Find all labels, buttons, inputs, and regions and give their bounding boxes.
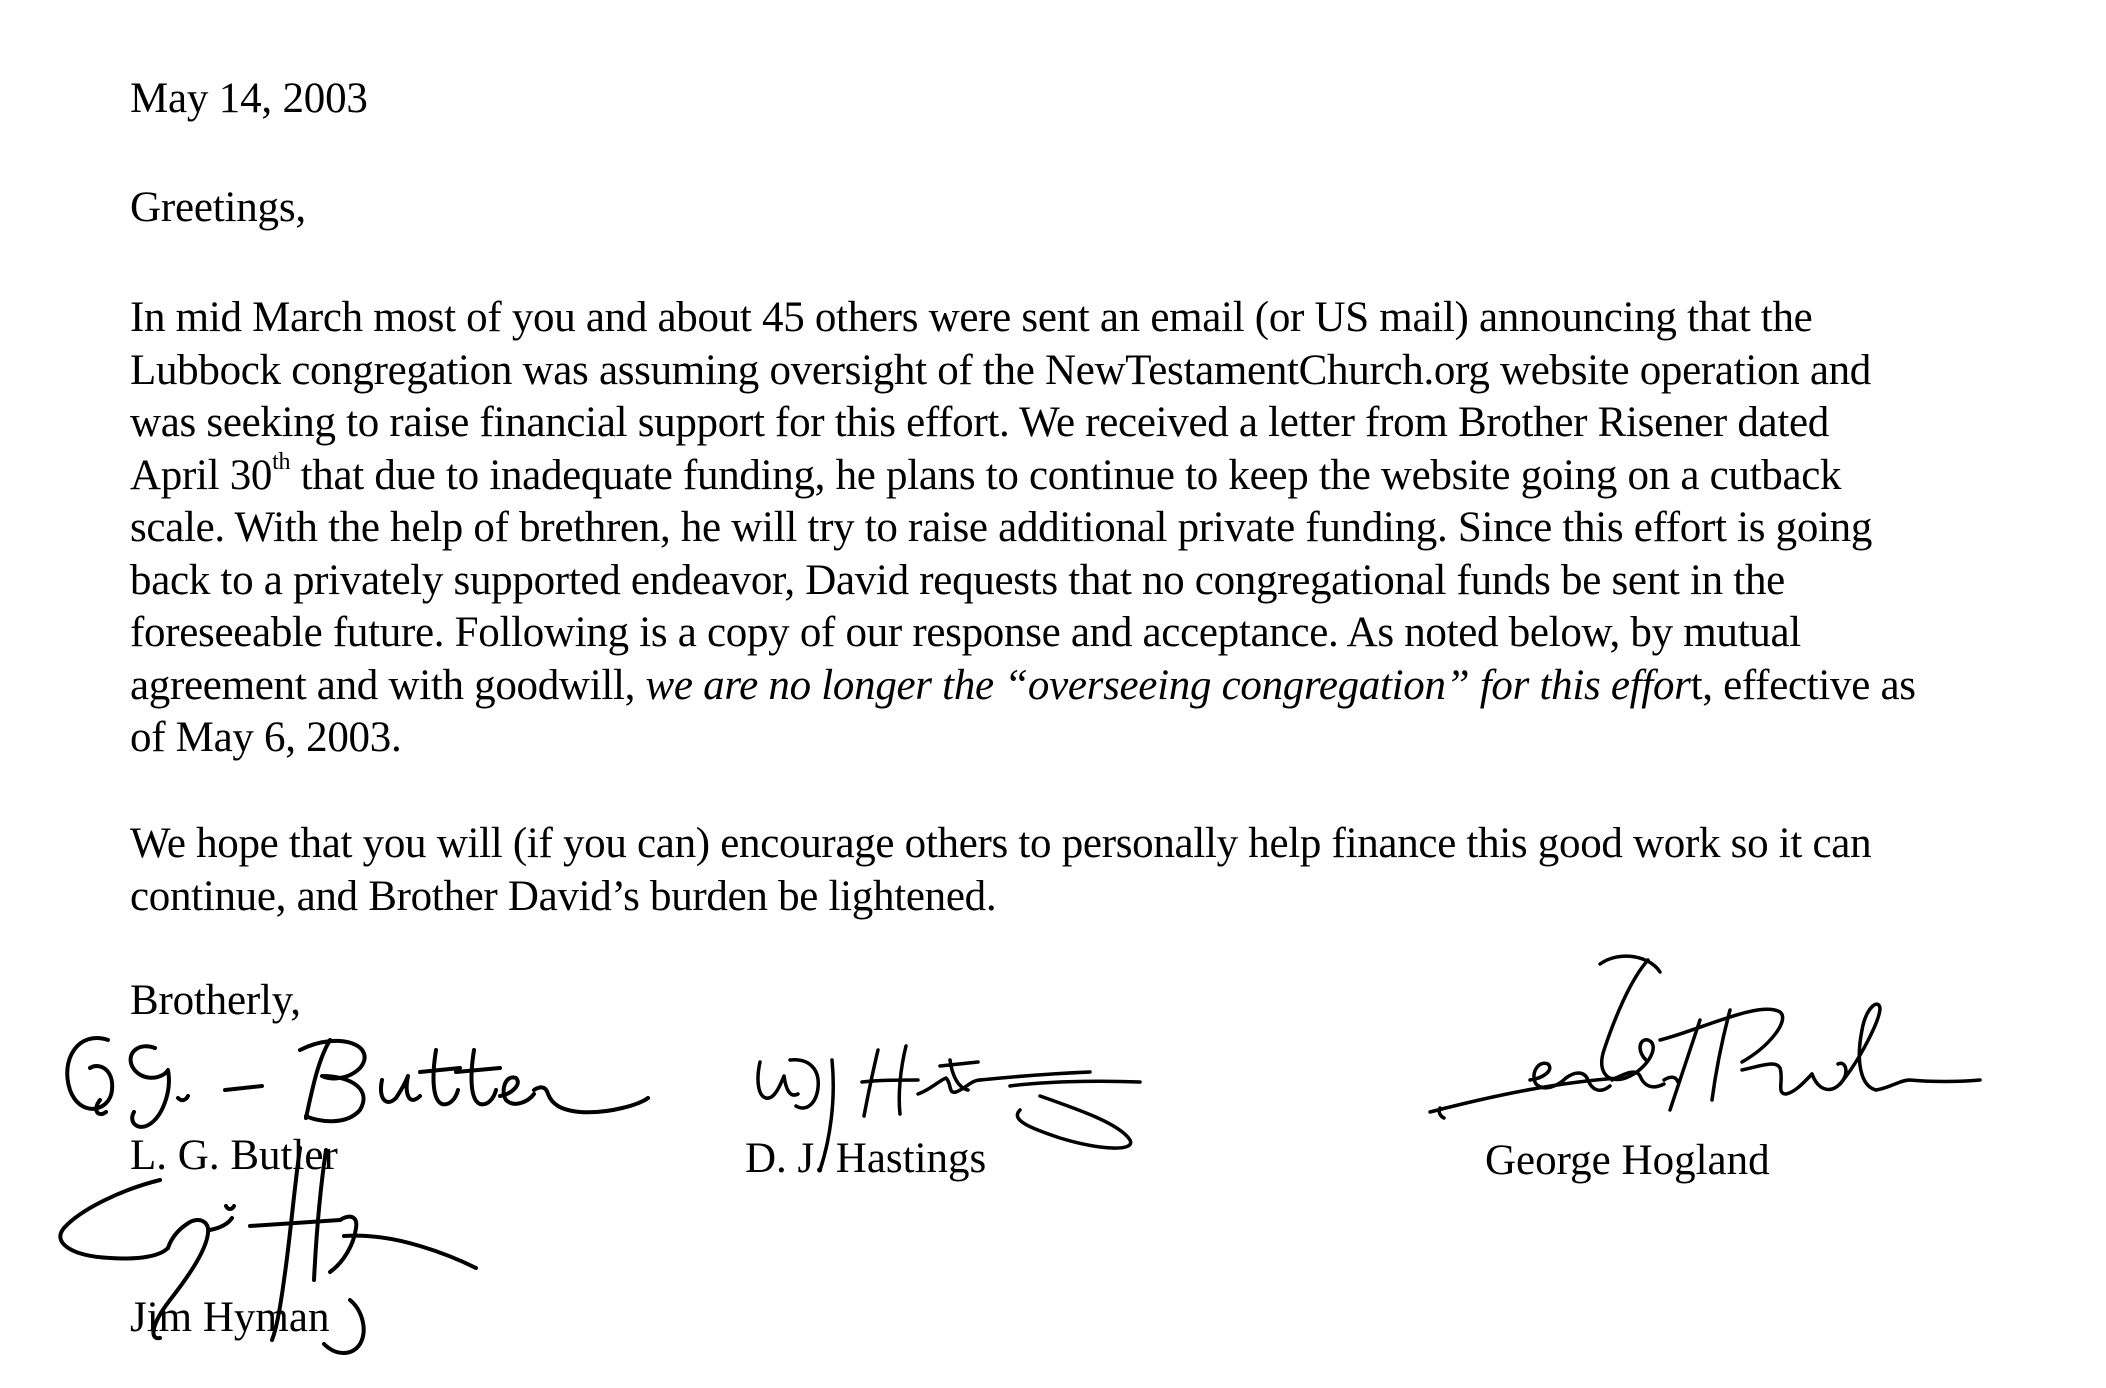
letter-greeting: Greetings, (130, 184, 306, 231)
paragraph-line: back to a privately supported endeavor, David requests that no congregational funds be sent in the (130, 556, 1785, 604)
italic-emphasis: we are no longer the “overseeing congregation” for this effor (645, 661, 1691, 709)
paragraph-line (130, 660, 1916, 713)
paragraph-line: of May 6, 2003. (130, 714, 402, 761)
paragraph-line: Lubbock congregation was assuming oversight of the NewTestamentChurch.org website operation and (130, 346, 1872, 394)
paragraph-line: foreseeable future. Following is a copy of our response and acceptance. As noted below, by mutual (130, 609, 1801, 656)
signature-butler (67, 1038, 648, 1127)
paragraph-line-remainder: that due to inadequate funding, he plans to continue to keep the website going on a cutback (300, 451, 1842, 499)
signature-hogland (1430, 956, 1980, 1118)
paragraph-line: We hope that you will (if you can) encourage others to personally help finance this good work so it can (130, 820, 1872, 867)
paragraph-line-end: t, effective as (1690, 661, 1916, 709)
signatory-name-hogland: George Hogland (1485, 1137, 1770, 1184)
ordinal-suffix: th (272, 449, 291, 476)
letter-closing: Brotherly, (130, 977, 301, 1024)
paragraph-line: was seeking to raise financial support for this effort. We received a letter from Brother Risener dated (130, 399, 1829, 446)
paragraph-line: In mid March most of you and about 45 others were sent an email (or US mail) announcing that the (130, 294, 1813, 341)
body-paragraph-2 (130, 818, 1871, 923)
signatory-name-hastings: D. J. Hastings (745, 1135, 987, 1182)
date-reference: April 30 (130, 451, 273, 499)
signatory-name-hyman: Jim Hyman (130, 1294, 330, 1341)
paragraph-line: continue, and Brother David’s burden be lightened. (130, 872, 997, 920)
paragraph-line: scale. With the help of brethren, he will try to raise additional private funding. Since this effort is going (130, 504, 1873, 551)
body-paragraph-1 (130, 292, 1916, 765)
paragraph-line (130, 450, 1916, 503)
signatory-name-butler: L. G. Butler (130, 1132, 338, 1179)
letter-date: May 14, 2003 (130, 75, 368, 122)
paragraph-line-start: agreement and with goodwill, (130, 661, 646, 709)
